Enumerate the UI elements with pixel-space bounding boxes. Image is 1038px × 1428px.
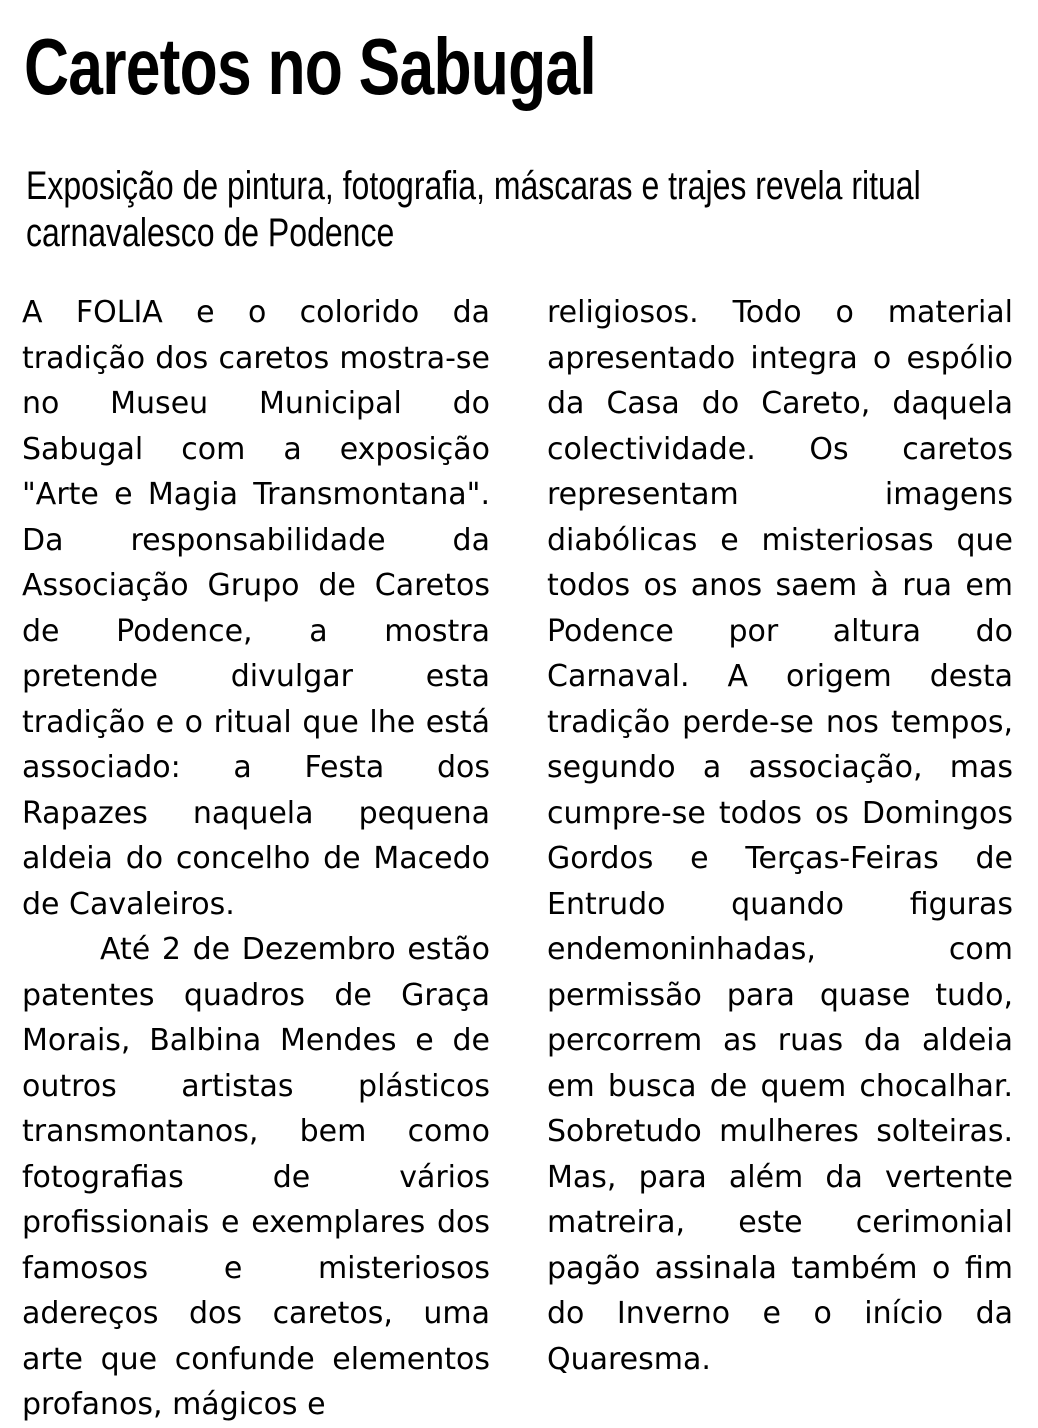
headline: Caretos no Sabugal (24, 22, 596, 111)
article-column-left (22, 290, 490, 1428)
article-paragraph-continued: religiosos. Todo o material apresentado integra o espólio da Casa do Careto, daquela colectividade. Os caretos representam imagens diabólicas e misteriosas que todos os anos saem à rua em Podence por altura do Carnaval. A origem desta tradição perde-se nos tempos, segundo a associação, mas cumpre-se todos os Domingos Gordos e Terças-Feiras de Entrudo quando figuras endemoninhadas, com permissão para quase tudo, percorrem as ruas da aldeia em busca de quem chocalhar. Sobretudo mulheres solteiras. Mas, para além da vertente matreira, este cerimonial pagão assinala também o fim do Inverno e o início da Quaresma. (547, 295, 1013, 1377)
article-paragraph-2: Até 2 de Dezembro estão patentes quadros de Graça Morais, Balbina Mendes e de outros artistas plásticos transmontanos, bem como fotografias de vários profissionais e exemplares dos famosos e misteriosos adereços dos caretos, uma arte que confunde elementos profanos, mágicos e (22, 932, 490, 1422)
subheadline: Exposição de pintura, fotografia, máscaras e trajes revela ritual carnavalesco de Podence (26, 164, 921, 255)
article-paragraph-1: A FOLIA e o colorido da tradição dos caretos mostra-se no Museu Municipal do Sabugal com a exposição "Arte e Magia Transmontana". Da responsabilidade da Associação Grupo de Caretos de Podence, a mostra pretende divulgar esta tradição e o ritual que lhe está associado: a Festa dos Rapazes naquela pequena aldeia do concelho de Macedo de Cavaleiros. (22, 295, 490, 922)
article-column-right (547, 290, 1013, 1382)
